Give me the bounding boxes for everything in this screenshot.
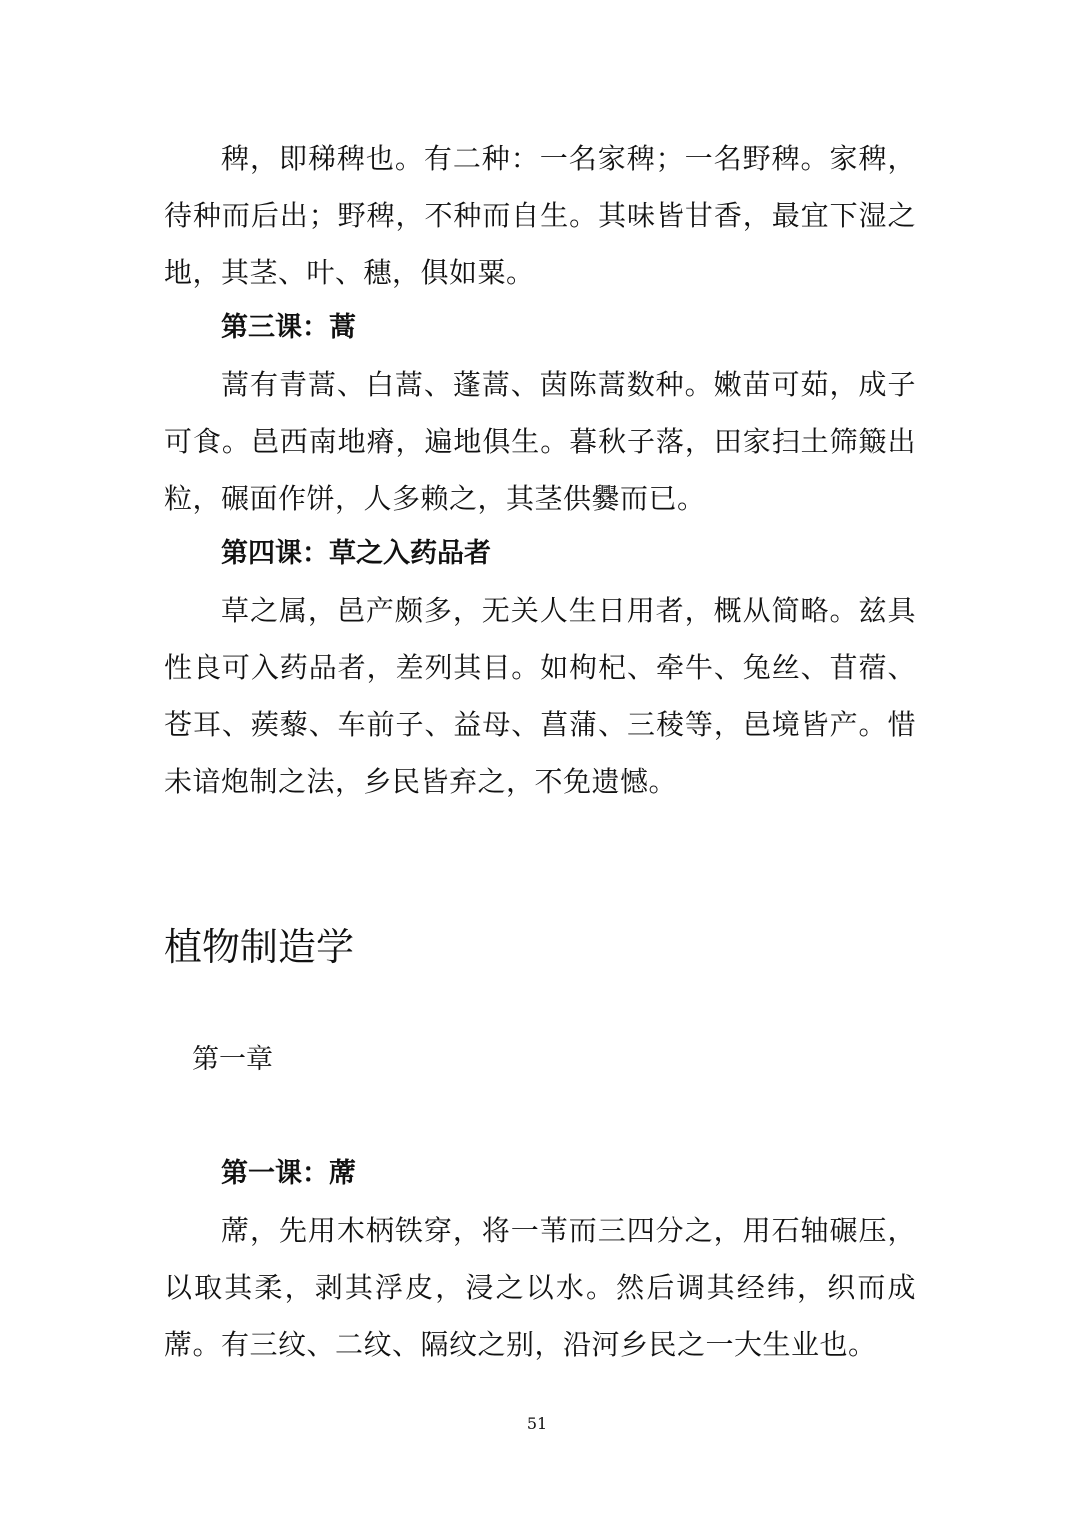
paragraph-barnyard-grass: 稗，即稊稗也。有二种：一名家稗；一名野稗。家稗，待种而后出；野稗，不种而自生。其味皆甘香，最宜下湿之地，其茎、叶、穗，俱如粟。: [164, 142, 916, 289]
lesson-heading-3: 第三课：蒿: [221, 312, 356, 343]
page-number: 51: [526, 1414, 548, 1433]
chapter-heading: 第一章: [192, 1044, 273, 1075]
section-title: 植物制造学: [164, 925, 355, 969]
lesson-heading-1: 第一课：蓆: [221, 1158, 356, 1189]
lesson-heading-4: 第四课：草之入药品者: [221, 538, 491, 569]
paragraph-mat-weaving: 蓆，先用木柄铁穿，将一苇而三四分之，用石轴碾压，以取其柔，剥其浮皮，浸之以水。然后调其经纬，织而成蓆。有三纹、二纹、隔纹之别，沿河乡民之一大生业也。: [164, 1214, 916, 1361]
paragraph-artemisia: 蒿有青蒿、白蒿、蓬蒿、茵陈蒿数种。嫩苗可茹，成子可食。邑西南地瘠，遍地俱生。暮秋子落，田家扫土筛簸出粒，碾面作饼，人多赖之，其茎供爨而已。: [164, 368, 916, 515]
paragraph-medicinal-herbs: 草之属，邑产颇多，无关人生日用者，概从简略。兹具性良可入药品者，差列其目。如枸杞、牵牛、兔丝、苜蓿、苍耳、蒺藜、车前子、益母、菖蒲、三稜等，邑境皆产。惜未谙炮制之法，乡民皆弃之，不免遗憾。: [164, 594, 916, 798]
